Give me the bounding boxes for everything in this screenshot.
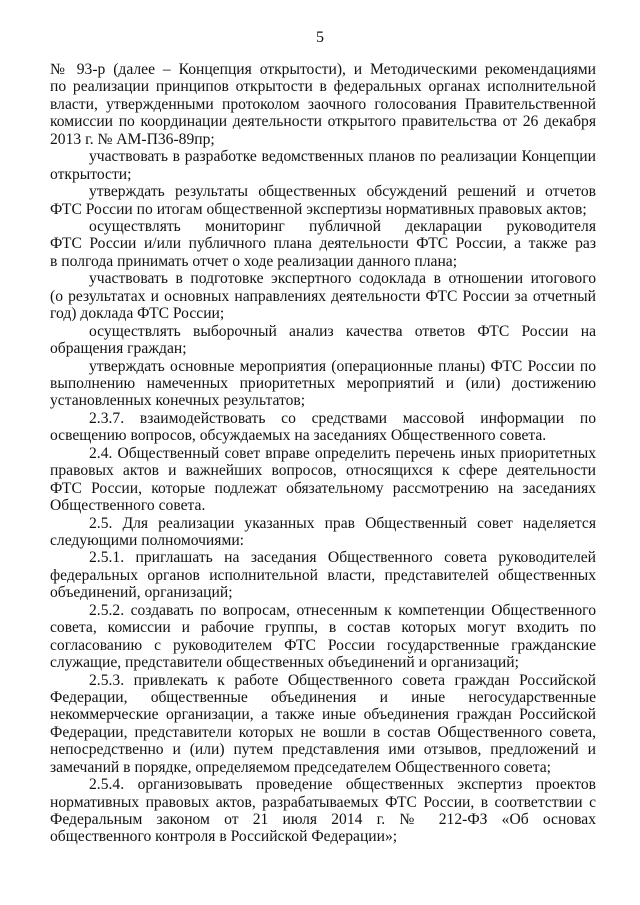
text-line: следующими полномочиями: [50, 531, 244, 549]
paragraph [50, 776, 596, 846]
paragraph [50, 672, 596, 777]
text-line: 2.5. Для реализации указанных прав Общественный совет наделяется [89, 514, 596, 532]
text-line: комиссии по координации деятельности открытого правительства от 26 декабря [50, 113, 596, 131]
text-line: освещению вопросов, обсуждаемых на заседаниях Общественного совета. [50, 427, 547, 445]
text-line: Общественного совета. [50, 497, 206, 515]
paragraph [50, 218, 596, 270]
text-line: некоммерческие организации, а также иные объединения граждан Российской [50, 706, 596, 724]
text-line: 2.3.7. взаимодействовать со средствами массовой информации по [89, 409, 596, 427]
text-line: в полгода принимать отчет о ходе реализации данного плана; [50, 252, 458, 270]
paragraph [50, 410, 596, 445]
text-line: нормативных правовых актов, разрабатываемых ФТС России, в соответствии с [50, 793, 596, 811]
text-line: 2013 г. № АМ-П36-89пр; [50, 130, 215, 148]
text-line: осуществлять выборочный анализ качества ответов ФТС России на [89, 322, 596, 340]
text-line: служащие, представители общественных объединений и организаций; [50, 654, 519, 672]
paragraph [50, 270, 596, 322]
text-line: установленных конечных результатов; [50, 392, 306, 410]
text-line: Федеральным законом от 21 июля 2014 г. № 212-ФЗ «Об основах [50, 811, 596, 829]
text-line: ФТС России, которые подлежат обязательному рассмотрению на заседаниях [50, 479, 596, 497]
paragraph [50, 549, 596, 601]
paragraph [50, 358, 596, 410]
document-body [50, 61, 596, 846]
text-line: ФТС России по итогам общественной экспертизы нормативных правовых актов; [50, 200, 587, 218]
text-line: Федерации, общественные объединения и иные негосударственные [50, 688, 596, 706]
text-line: федеральных органов исполнительной власти, представителей общественных [50, 566, 596, 584]
paragraph [50, 61, 596, 148]
text-line: 2.5.2. создавать по вопросам, отнесенным к компетенции Общественного [89, 601, 596, 619]
text-line: совета, комиссии и рабочие группы, в состав которых могут входить по [50, 619, 596, 637]
text-line: № 93-р (далее – Концепция открытости), и Методическими рекомендациями [50, 61, 596, 78]
paragraph [50, 515, 596, 550]
paragraph [50, 323, 596, 358]
text-line: правовых актов и важнейших вопросов, относящихся к сфере деятельности [50, 462, 596, 480]
text-line: 2.5.4. организовывать проведение общественных экспертиз проектов [89, 776, 596, 794]
text-line: участвовать в подготовке экспертного содоклада в отношении итогового [89, 270, 596, 288]
text-line: по реализации принципов открытости в федеральных органах исполнительной [50, 78, 596, 96]
text-line: замечаний в порядке, определяемом председателем Общественного совета; [50, 758, 551, 776]
paragraph [50, 602, 596, 672]
text-line: год) доклада ФТС России; [50, 305, 225, 323]
text-line: выполнению намеченных приоритетных мероприятий и (или) достижению [50, 374, 596, 392]
paragraph [50, 445, 596, 515]
text-line: обращения граждан; [50, 340, 187, 358]
text-line: 2.4. Общественный совет вправе определить перечень иных приоритетных [89, 444, 596, 462]
text-line: 2.5.1. приглашать на заседания Общественного совета руководителей [89, 549, 596, 567]
text-line: власти, утвержденными протоколом заочного голосования Правительственной [50, 95, 596, 113]
text-line: открытости; [50, 165, 132, 183]
text-line: общественного контроля в Российской Федерации»; [50, 828, 398, 846]
text-line: объединений, организаций; [50, 584, 233, 602]
page-number: 5 [316, 29, 324, 46]
paragraph [50, 183, 596, 218]
text-line: 2.5.3. привлекать к работе Общественного совета граждан Российской [89, 671, 596, 689]
text-line: осуществлять мониторинг публичной декларации руководителя [89, 217, 596, 235]
text-line: участвовать в разработке ведомственных планов по реализации Концепции [89, 148, 596, 166]
text-line: Федерации, представители которых не вошли в состав Общественного совета, [50, 723, 596, 741]
text-line: ФТС России и/или публичного плана деятельности ФТС России, а также раз [50, 235, 596, 253]
text-line: согласованию с руководителем ФТС России государственные гражданские [50, 636, 596, 654]
text-line: непосредственно и (или) путем представления ими отзывов, предложений и [50, 741, 596, 759]
text-line: утверждать результаты общественных обсуждений решений и отчетов [89, 183, 596, 201]
paragraph [50, 148, 596, 183]
text-line: утверждать основные мероприятия (операционные планы) ФТС России по [89, 357, 596, 375]
text-line: (о результатах и основных направлениях деятельности ФТС России за отчетный [50, 287, 596, 305]
